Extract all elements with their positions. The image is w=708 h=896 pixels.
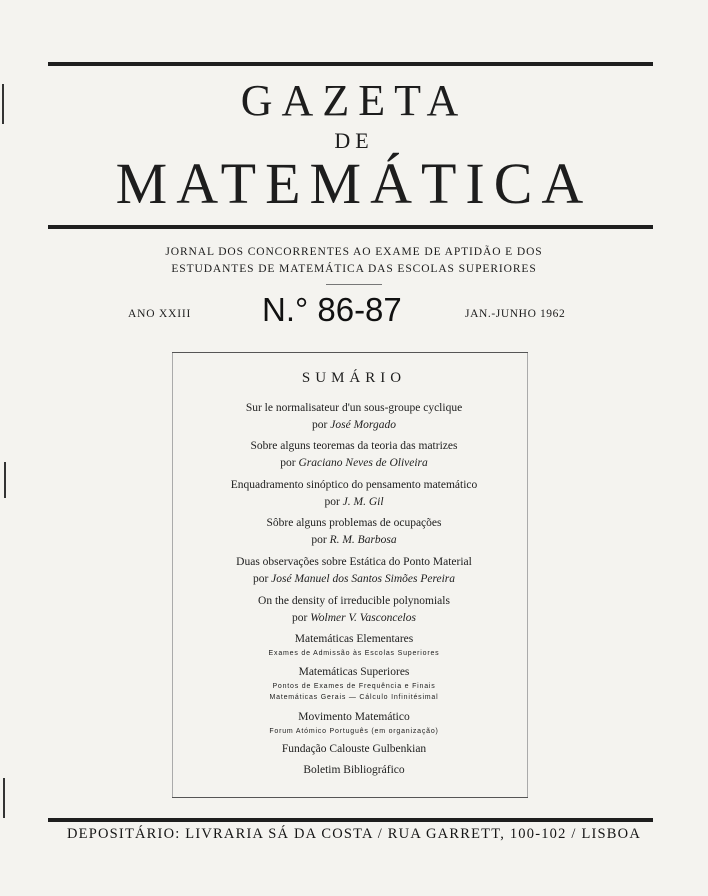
section-title: Movimento Matemático bbox=[298, 711, 410, 723]
sumario-section bbox=[0, 631, 708, 659]
entry-author: José Manuel dos Santos Simões Pereira bbox=[271, 573, 456, 585]
sumario-section bbox=[0, 664, 708, 703]
entry-title: On the density of irreducible polynomials bbox=[258, 595, 450, 607]
entry-author: J. M. Gil bbox=[342, 496, 384, 508]
sumario-entry bbox=[0, 438, 708, 472]
section-title: Matemáticas Superiores bbox=[298, 666, 410, 678]
footer-rule bbox=[48, 818, 653, 822]
issue-number: N.° 86-87 bbox=[262, 291, 402, 328]
entry-author: José Morgado bbox=[330, 419, 396, 431]
journal-subtitle-line-2: ESTUDANTES DE MATEMÁTICA DAS ESCOLAS SUPERIORES bbox=[171, 263, 537, 275]
scan-artifact bbox=[4, 462, 6, 498]
section-subtitle: Exames de Admissão às Escolas Superiores bbox=[268, 650, 440, 657]
entry-title: Sur le normalisateur d'un sous-groupe cyclique bbox=[245, 402, 463, 414]
entry-title: Duas observações sobre Estática do Ponto Material bbox=[236, 556, 472, 568]
masthead-title-matematica: MATEMÁTICA bbox=[115, 151, 593, 216]
entry-author: Wolmer V. Vasconcelos bbox=[310, 612, 416, 624]
entry-title: Sôbre alguns problemas de ocupações bbox=[266, 517, 442, 529]
subtitle-divider bbox=[326, 284, 382, 285]
scan-artifact bbox=[3, 778, 5, 818]
entry-author: R. M. Barbosa bbox=[329, 534, 397, 546]
masthead-title-gazeta: GAZETA bbox=[240, 76, 468, 125]
section-title: Matemáticas Elementares bbox=[294, 633, 414, 645]
entry-author-line bbox=[0, 610, 708, 627]
footer-distributor: DEPOSITÁRIO: LIVRARIA SÁ DA COSTA / RUA GARRETT, 100-102 / LISBOA bbox=[66, 826, 642, 842]
entry-by: por bbox=[311, 534, 327, 546]
masthead-rule bbox=[48, 225, 653, 229]
entry-author-line bbox=[0, 455, 708, 472]
sumario-section bbox=[0, 741, 708, 758]
sumario-section bbox=[0, 762, 708, 779]
entry-by: por bbox=[280, 457, 296, 469]
sumario-entry bbox=[0, 593, 708, 627]
section-title: Boletim Bibliográfico bbox=[303, 764, 405, 776]
entry-title: Enquadramento sinóptico do pensamento matemático bbox=[230, 479, 478, 491]
sumario-title: SUMÁRIO bbox=[301, 370, 407, 386]
entry-by: por bbox=[252, 573, 269, 585]
top-rule bbox=[48, 62, 653, 66]
entry-title: Sobre alguns teoremas da teoria das matrizes bbox=[250, 440, 458, 452]
entry-by: por bbox=[324, 496, 340, 508]
section-title: Fundação Calouste Gulbenkian bbox=[281, 743, 427, 755]
journal-subtitle-line-1: JORNAL DOS CONCORRENTES AO EXAME DE APTIDÃO E DOS bbox=[165, 246, 543, 258]
section-subtitle: Pontos de Exames de Frequência e Finais bbox=[272, 683, 436, 690]
entry-author-line bbox=[0, 571, 708, 588]
entry-author: Graciano Neves de Oliveira bbox=[298, 457, 428, 469]
entry-by: por bbox=[292, 612, 308, 624]
section-subtitle: Forum Atómico Português (em organização) bbox=[269, 728, 439, 735]
sumario-entry bbox=[0, 515, 708, 549]
sumario-section bbox=[0, 709, 708, 737]
entry-author-line bbox=[0, 494, 708, 511]
entry-by: por bbox=[312, 419, 328, 431]
entry-author-line bbox=[0, 417, 708, 434]
entry-author-line bbox=[0, 532, 708, 549]
masthead-title-de: DE bbox=[334, 128, 374, 153]
sumario-entry bbox=[0, 554, 708, 588]
sumario-entry bbox=[0, 477, 708, 511]
scan-artifact bbox=[2, 84, 4, 124]
sumario-entry bbox=[0, 400, 708, 434]
section-subtitle: Matemáticas Gerais — Cálculo Infinitésimal bbox=[269, 694, 439, 701]
issue-year: ANO XXIII bbox=[128, 308, 192, 320]
issue-date: JAN.-JUNHO 1962 bbox=[465, 308, 566, 320]
